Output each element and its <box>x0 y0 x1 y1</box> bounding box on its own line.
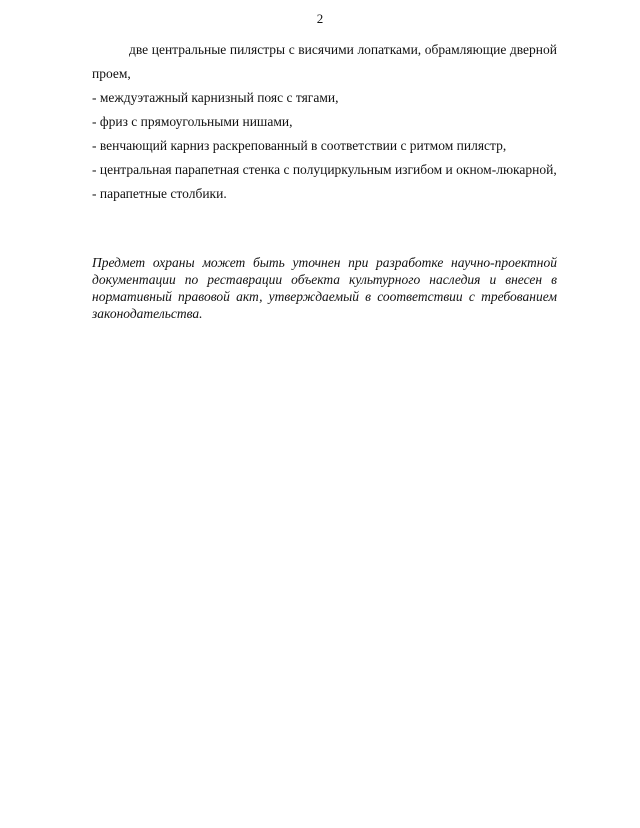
protected-features-list <box>92 38 557 206</box>
page-number: 2 <box>316 11 324 26</box>
list-item: две центральные пилястры с висячими лопатками, обрамляющие дверной проем, <box>92 42 557 81</box>
list-item: - венчающий карниз раскрепованный в соответствии с ритмом пилястр, <box>92 138 507 153</box>
list-item: - фриз с прямоугольными нишами, <box>92 114 293 129</box>
list-item: - центральная парапетная стенка с полуциркульным изгибом и окном-люкарной, <box>92 162 557 177</box>
list-item: - парапетные столбики. <box>92 186 227 201</box>
protection-note: Предмет охраны может быть уточнен при разработке научно-проектной документации по реставрации объекта культурного наследия и внесен в нормативный правовой акт, утверждаемый в соответствии с требованием законодательства. <box>92 255 557 321</box>
list-item: - междуэтажный карнизный пояс с тягами, <box>92 90 339 105</box>
